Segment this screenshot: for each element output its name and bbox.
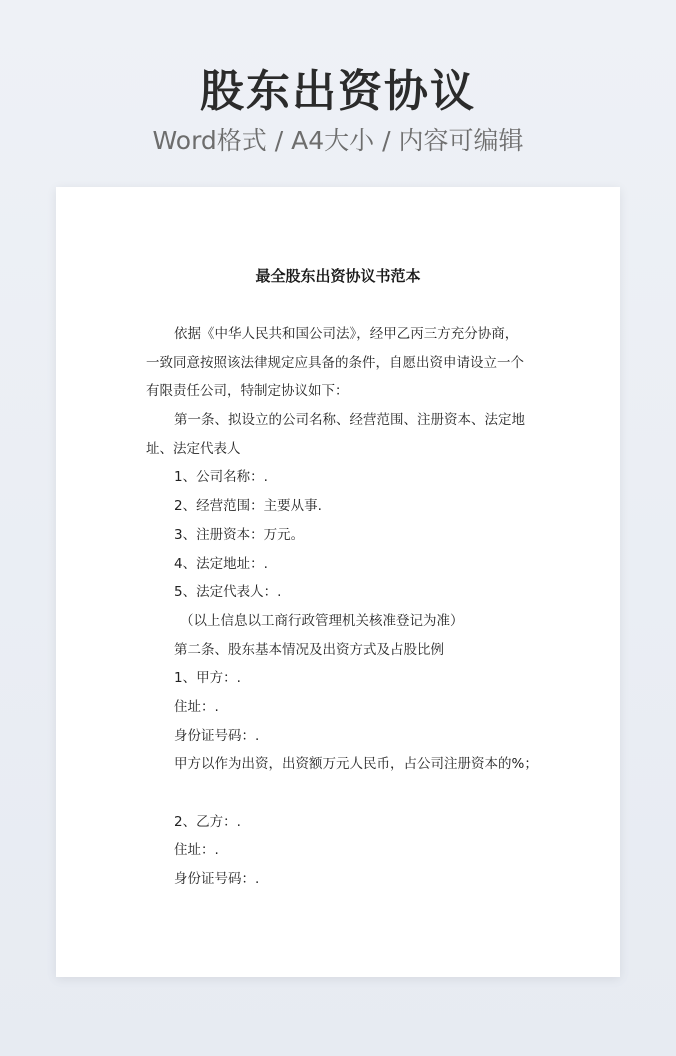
article-heading-cont: 址、法定代表人 (146, 440, 241, 457)
document-title: 最全股东出资协议书范本 (255, 267, 421, 285)
article-heading: 第二条、股东基本情况及出资方式及占股比例 (174, 641, 444, 658)
document-body (146, 320, 536, 894)
list-item: 1、甲方：. (174, 670, 241, 687)
page-title: 股东出资协议 (200, 66, 476, 117)
list-item: 5、法定代表人：. (174, 584, 282, 601)
note-line: （以上信息以工商行政管理机关核准登记为准） (180, 612, 464, 629)
list-item: 住址：. (174, 698, 219, 715)
list-item: 2、乙方：. (174, 813, 241, 830)
list-item: 身份证号码：. (174, 871, 260, 888)
list-item: 住址：. (174, 842, 219, 859)
article-heading: 第一条、拟设立的公司名称、经营范围、注册资本、法定地 (174, 412, 525, 429)
list-item: 1、公司名称：. (174, 469, 268, 486)
list-item: 4、法定地址：. (174, 555, 268, 572)
list-item: 甲方以作为出资，出资额万元人民币，占公司注册资本的%； (174, 756, 538, 773)
list-item: 身份证号码：. (174, 727, 260, 744)
document-page (56, 187, 620, 977)
paragraph-line: 一致同意按照该法律规定应具备的条件，自愿出资申请设立一个 (146, 354, 524, 371)
page-subtitle: Word格式 / A4大小 / 内容可编辑 (152, 126, 524, 155)
blank-line (146, 779, 536, 808)
list-item: 2、经营范围：主要从事. (174, 498, 322, 515)
list-item: 3、注册资本：万元。 (174, 526, 305, 543)
paragraph-line: 有限责任公司，特制定协议如下： (146, 383, 349, 400)
page-header (0, 62, 676, 158)
paragraph-line: 依据《中华人民共和国公司法》，经甲乙丙三方充分协商， (174, 326, 519, 342)
